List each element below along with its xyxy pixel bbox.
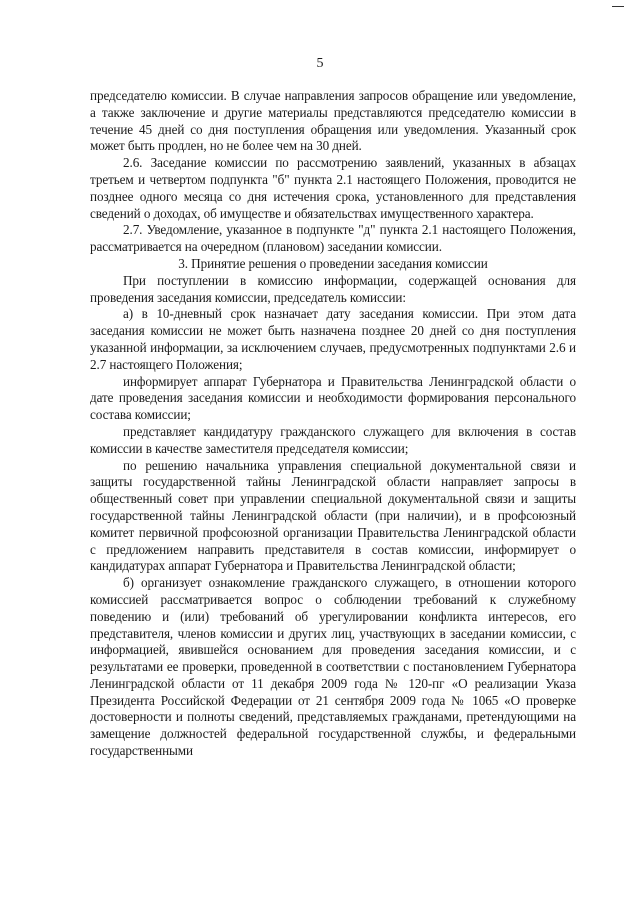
paragraph: 2.7. Уведомление, указанное в подпункте "д" пункта 2.1 настоящего Положения, рассматривается на очередном (плановом) заседании комиссии. <box>90 222 576 255</box>
paragraphs-after-section <box>90 273 576 760</box>
paragraph: б) организует ознакомление гражданского служащего, в отношении которого комиссией рассматривается вопрос о соблюдении требований к служебному поведению и (или) требований об урегулировании конфликта интересов, его представителя, членов комиссии и других лиц, участвующих в заседании комиссии, с информацией, явившейся основанием для проведения заседания комиссии, и с результатами ее проверки, проведенной в соответствии с постановлением Губернатора Ленинградской области от 11 декабря 2009 года № 120-пг «О реализации Указа Президента Российской Федерации от 21 сентября 2009 года № 1065 «О проверке достоверности и полноты сведений, представляемых гражданами, претендующими на замещение должностей федеральной государственной службы, и федеральными государственными <box>90 575 576 759</box>
paragraph: председателю комиссии. В случае направления запросов обращение или уведомление, а также заключение и другие материалы представляются председателю комиссии в течение 45 дней со дня поступления обращения или уведомления. Указанный срок может быть продлен, но не более чем на 30 дней. <box>90 88 576 154</box>
document-body <box>90 88 576 760</box>
paragraph: При поступлении в комиссию информации, содержащей основания для проведения заседания комиссии, председатель комиссии: <box>90 272 576 305</box>
corner-mark <box>612 6 624 7</box>
page-number: 5 <box>316 56 324 71</box>
paragraph: по решению начальника управления специальной документальной связи и защиты государственной тайны Ленинградской области направляет запросы в общественный совет при управлении специальной документальной связи и защиты государственной тайны Ленинградской области (при наличии), и в профсоюзный комитет первичной профсоюзной организации Правительства Ленинградской области с предложением направить представителя в состав комиссии, информирует о кандидатурах аппарат Губернатора и Правительства Ленинградской области; <box>90 457 576 574</box>
paragraph: 2.6. Заседание комиссии по рассмотрению заявлений, указанных в абзацах третьем и четвертом подпункта "б" пункта 2.1 настоящего Положения, проводится не позднее одного месяца со дня истечения срока, установленного для представления сведений о доходах, об имуществе и обязательствах имущественного характера. <box>90 155 576 221</box>
paragraph: информирует аппарат Губернатора и Правительства Ленинградской области о дате проведения заседания комиссии и необходимости формирования персонального состава комиссии; <box>90 373 576 423</box>
paragraph: представляет кандидатуру гражданского служащего для включения в состав комиссии в качестве заместителя председателя комиссии; <box>90 423 576 456</box>
paragraph: а) в 10-дневный срок назначает дату заседания комиссии. При этом дата заседания комиссии не может быть назначена позднее 20 дней со дня поступления указанной информации, за исключением случаев, предусмотренных подпунктами 2.6 и 2.7 настоящего Положения; <box>90 306 576 372</box>
paragraphs-before-section <box>90 88 576 256</box>
section-title: 3. Принятие решения о проведении заседания комиссии <box>178 255 488 271</box>
